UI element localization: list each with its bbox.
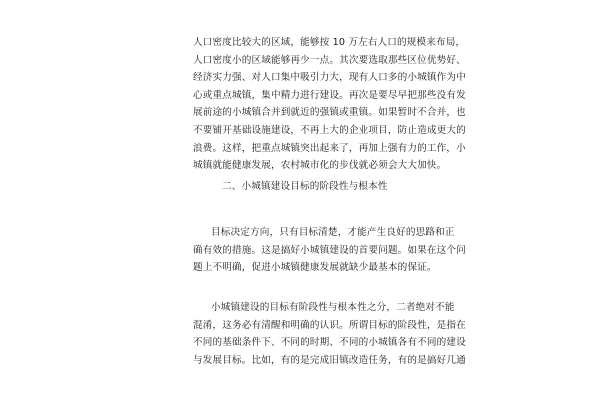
text-line: 经济实力强、对人口集中吸引力大，现有人口多的小城镇作为中 — [193, 72, 466, 84]
paragraph-3 — [193, 299, 466, 369]
text-line: 人口密度小的区域能够再少一点。其次要选取那些区位优势好、 — [193, 54, 466, 66]
text-line: 人口密度比较大的区域，能够按 10 万左右人口的规模来布局， — [193, 37, 466, 48]
section-heading: 二、小城镇建设目标的阶段性与根本性 — [222, 181, 388, 192]
text-line: 心或重点城镇，集中精力进行建设。再次是要尽早把那些没有发 — [193, 89, 466, 101]
text-line: 城镇就能健康发展，农村城市化的步伐就必须会大大加快。 — [193, 160, 447, 172]
text-line: 不同的基础条件下、不同的时期、不同的小城镇各有不同的建设 — [193, 337, 466, 349]
text-line: 题上不明确，促进小城镇健康发展就缺少最基本的保证。 — [193, 262, 437, 274]
text-line: 展前途的小城镇合并到就近的强镇或重镇。如果暂时不合并，也 — [193, 107, 466, 119]
text-line: 目标决定方向，只有目标清楚，才能产生良好的思路和正 — [211, 227, 455, 238]
text-line: 浪费。这样，把重点城镇突出起来了，再加上强有力的工作，小 — [193, 142, 466, 154]
text-line: 混淆，这务必有清醒和明确的认识。所谓目标的阶段性，是指在 — [193, 319, 466, 331]
text-line: 小城镇建设的目标有阶段性与根本性之分，二者绝对不能 — [211, 302, 455, 313]
text-line: 确有效的措施。这是搞好小城镇建设的首要问题。如果在这个问 — [193, 244, 466, 256]
text-line: 不要铺开基础设施建设，不再上大的企业项目，防止造成更大的 — [193, 124, 466, 136]
paragraph-2 — [193, 224, 466, 277]
text-line: 与发展目标。比如，有的是完成旧镇改造任务，有的是搞好几通 — [193, 354, 466, 366]
paragraph-1 — [193, 34, 466, 175]
